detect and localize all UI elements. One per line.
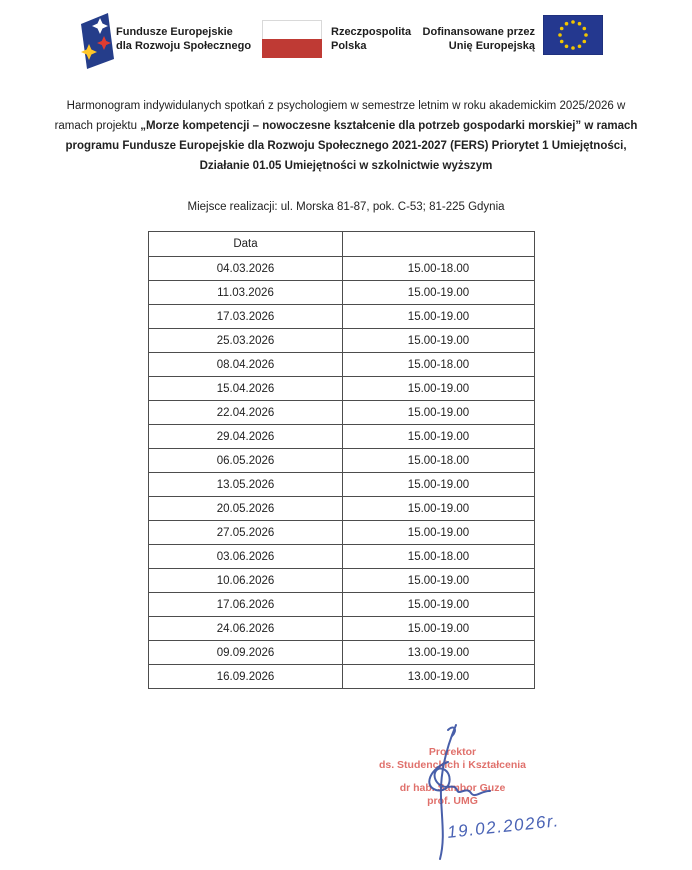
date-cell: 17.03.2026 [149, 305, 343, 329]
table-row [149, 329, 535, 353]
time-cell: 13.00-19.00 [343, 641, 535, 665]
column-header-time [343, 232, 535, 257]
title-bold-segment: „Morze kompetencji – nowoczesne kształcenie dla potrzeb gospodarki morskiej” w ramach programu Fundusze Europejskie dla Rozwoju Społecznego 2021-2027 (FERS) Priorytet 1 Umiejętności, Działanie 01.05 Umiejętności w szkolnictwie wyższym [65, 120, 638, 172]
eu-flag-icon [543, 15, 603, 55]
fe-label-line2: dla Rozwoju Społecznego [116, 40, 252, 52]
time-cell: 15.00-19.00 [343, 377, 535, 401]
date-cell: 15.04.2026 [149, 377, 343, 401]
table-row [149, 497, 535, 521]
table-row [149, 617, 535, 641]
stamp-name-line: dr hab. Sambor Guze [399, 782, 506, 794]
table-row [149, 521, 535, 545]
eu-label-line2: Unię Europejską [448, 40, 535, 52]
table-row [149, 545, 535, 569]
time-cell: 15.00-19.00 [343, 305, 535, 329]
date-cell: 17.06.2026 [149, 593, 343, 617]
schedule-table [148, 231, 535, 689]
location-line: Miejsce realizacji: ul. Morska 81-87, pok. C-53; 81-225 Gdynia [187, 201, 505, 213]
date-cell: 20.05.2026 [149, 497, 343, 521]
time-cell: 15.00-19.00 [343, 521, 535, 545]
poland-flag-red-stripe [262, 39, 322, 58]
table-row [149, 665, 535, 689]
pl-label-line1: Rzeczpospolita [331, 26, 412, 38]
title-regular-segment: Harmonogram indywidulanych spotkań z psychologiem w semestrze letnim w roku akademickim 2025/2026 w ramach projektu [54, 100, 626, 132]
table-row [149, 401, 535, 425]
date-cell: 24.06.2026 [149, 617, 343, 641]
date-cell: 04.03.2026 [149, 257, 343, 281]
eu-label-line1: Dofinansowane przez [422, 26, 535, 38]
table-row [149, 641, 535, 665]
date-cell: 16.09.2026 [149, 665, 343, 689]
column-header-date: Data [149, 232, 343, 257]
date-cell: 22.04.2026 [149, 401, 343, 425]
date-cell: 27.05.2026 [149, 521, 343, 545]
fe-label-line1: Fundusze Europejskie [116, 26, 233, 38]
pl-label-line2: Polska [331, 40, 367, 52]
time-cell: 15.00-19.00 [343, 569, 535, 593]
time-cell: 13.00-19.00 [343, 665, 535, 689]
table-row [149, 377, 535, 401]
table-header-row [149, 232, 535, 257]
date-cell: 08.04.2026 [149, 353, 343, 377]
time-cell: 15.00-18.00 [343, 257, 535, 281]
date-cell: 13.05.2026 [149, 473, 343, 497]
date-cell: 06.05.2026 [149, 449, 343, 473]
date-cell: 09.09.2026 [149, 641, 343, 665]
table-row [149, 425, 535, 449]
date-cell: 29.04.2026 [149, 425, 343, 449]
poland-flag-icon [262, 20, 322, 58]
table-row [149, 257, 535, 281]
stamp-role-line1: Prorektor [428, 746, 477, 758]
time-cell: 15.00-18.00 [343, 353, 535, 377]
time-cell: 15.00-19.00 [343, 593, 535, 617]
date-cell: 25.03.2026 [149, 329, 343, 353]
stamp-role-line2: ds. Studenckich i Kształcenia [378, 759, 527, 771]
fundusze-europejskie-logo-icon [78, 12, 116, 70]
time-cell: 15.00-18.00 [343, 545, 535, 569]
fundusze-europejskie-label [116, 25, 251, 53]
date-cell: 10.06.2026 [149, 569, 343, 593]
table-row [149, 305, 535, 329]
table-row [149, 449, 535, 473]
time-cell: 15.00-19.00 [343, 281, 535, 305]
date-cell: 03.06.2026 [149, 545, 343, 569]
eu-funding-label [385, 25, 535, 53]
document-title [52, 96, 640, 176]
handwritten-date: 19.02.2026r. [446, 811, 561, 842]
time-cell: 15.00-19.00 [343, 329, 535, 353]
stamp-title-line: prof. UMG [427, 795, 478, 807]
time-cell: 15.00-19.00 [343, 617, 535, 641]
time-cell: 15.00-19.00 [343, 473, 535, 497]
time-cell: 15.00-19.00 [343, 401, 535, 425]
time-cell: 15.00-19.00 [343, 425, 535, 449]
time-cell: 15.00-19.00 [343, 497, 535, 521]
date-cell: 11.03.2026 [149, 281, 343, 305]
table-row [149, 569, 535, 593]
table-row [149, 593, 535, 617]
table-row [149, 473, 535, 497]
time-cell: 15.00-18.00 [343, 449, 535, 473]
table-row [149, 353, 535, 377]
table-row [149, 281, 535, 305]
